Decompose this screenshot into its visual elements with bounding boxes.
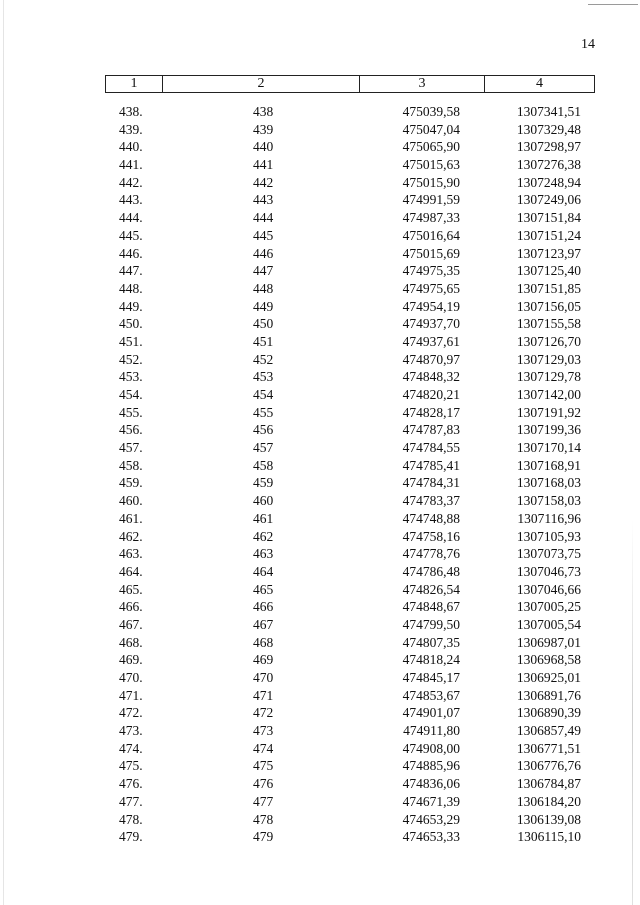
scan-edge-right — [632, 520, 633, 905]
point-number: 475 — [253, 758, 274, 774]
table-row — [105, 333, 595, 351]
coordinate-y: 1307276,38 — [516, 157, 581, 173]
coordinate-x: 474991,59 — [402, 192, 460, 208]
table-row — [105, 280, 595, 298]
point-number: 465 — [253, 581, 274, 597]
row-number: 471. — [119, 687, 143, 703]
row-number: 444. — [119, 210, 143, 226]
table-row — [105, 457, 595, 475]
point-number: 452 — [253, 351, 274, 367]
table-row — [105, 669, 595, 687]
coordinate-x: 474807,35 — [402, 634, 460, 650]
point-number: 442 — [253, 174, 274, 190]
coordinate-y: 1307129,78 — [516, 369, 581, 385]
row-number: 467. — [119, 616, 143, 632]
coordinate-y: 1307126,70 — [516, 333, 581, 349]
coordinate-x: 474870,97 — [402, 351, 460, 367]
coordinate-x: 474954,19 — [402, 298, 460, 314]
coordinate-y: 1306890,39 — [516, 705, 581, 721]
coordinate-x: 475039,58 — [402, 104, 460, 119]
coordinate-y: 1307116,96 — [517, 510, 581, 526]
coordinate-y: 1307151,84 — [516, 210, 581, 226]
point-number: 470 — [253, 670, 274, 685]
coordinate-y: 1306857,49 — [516, 723, 581, 739]
header-col-4: 4 — [536, 76, 543, 91]
row-number: 442. — [119, 174, 143, 190]
row-number: 450. — [119, 316, 143, 332]
coordinate-y: 1307129,03 — [516, 351, 581, 367]
coordinate-x: 474653,33 — [402, 829, 460, 845]
table-row — [105, 138, 595, 156]
header-col-3: 3 — [360, 76, 485, 92]
point-number: 458 — [253, 457, 274, 473]
coordinate-x: 474653,29 — [402, 811, 460, 827]
point-number: 448 — [253, 280, 274, 296]
point-number: 445 — [253, 227, 274, 243]
coordinate-y: 1307005,54 — [516, 616, 581, 632]
coordinate-y: 1306776,76 — [516, 758, 581, 774]
point-number: 474 — [253, 740, 274, 756]
table-row — [105, 581, 595, 599]
coordinate-y: 1306771,51 — [516, 740, 581, 756]
table-row — [105, 404, 595, 422]
point-number: 462 — [253, 528, 274, 544]
table-row — [105, 563, 595, 581]
coordinate-x: 474848,67 — [402, 599, 460, 615]
coordinate-table-body — [105, 103, 595, 846]
point-number: 479 — [253, 829, 274, 845]
coordinate-y: 1306891,76 — [516, 687, 581, 703]
page-number: 14 — [581, 37, 595, 52]
row-number: 460. — [119, 493, 143, 509]
table-row — [105, 421, 595, 439]
point-number: 476 — [253, 776, 274, 792]
point-number: 441 — [253, 157, 274, 173]
table-row — [105, 315, 595, 333]
table-row — [105, 616, 595, 634]
table-row — [105, 793, 595, 811]
table-row — [105, 757, 595, 775]
point-number: 449 — [253, 298, 274, 314]
point-number: 473 — [253, 723, 274, 739]
row-number: 454. — [119, 387, 143, 402]
header-col-2: 2 — [163, 76, 360, 92]
coordinate-y: 1306115,10 — [517, 829, 581, 845]
table-row — [105, 740, 595, 758]
table-row — [105, 368, 595, 386]
coordinate-y: 1306987,01 — [516, 634, 581, 650]
table-row — [105, 687, 595, 705]
point-number: 453 — [253, 369, 274, 385]
point-number: 459 — [253, 475, 274, 491]
coordinate-y: 1306784,87 — [516, 776, 581, 792]
coordinate-y: 1307168,03 — [516, 475, 581, 491]
table-row — [105, 386, 595, 404]
table-row — [105, 103, 595, 121]
point-number: 461 — [253, 510, 274, 526]
coordinate-y: 1307158,03 — [516, 493, 581, 509]
coordinate-y: 1306968,58 — [516, 652, 581, 668]
row-number: 466. — [119, 599, 143, 615]
coordinate-x: 475065,90 — [402, 139, 460, 155]
coordinate-y: 1307191,92 — [516, 404, 581, 420]
coordinate-x: 475047,04 — [402, 121, 460, 137]
point-number: 460 — [253, 493, 274, 509]
coordinate-x: 474911,80 — [403, 723, 460, 739]
coordinate-x: 474845,17 — [402, 670, 460, 685]
coordinate-x: 474987,33 — [402, 210, 460, 226]
coordinate-y: 1306925,01 — [516, 670, 581, 685]
coordinate-x: 474885,96 — [402, 758, 460, 774]
row-number: 472. — [119, 705, 143, 721]
coordinate-y: 1307248,94 — [516, 174, 581, 190]
point-number: 455 — [253, 404, 274, 420]
scan-edge-top — [588, 4, 638, 5]
row-number: 475. — [119, 758, 143, 774]
point-number: 456 — [253, 422, 274, 438]
point-number: 450 — [253, 316, 274, 332]
header-col-1: 1 — [106, 76, 163, 92]
coordinate-x: 474828,17 — [402, 404, 460, 420]
row-number: 463. — [119, 546, 143, 562]
row-number: 473. — [119, 723, 143, 739]
table-row — [105, 156, 595, 174]
table-row — [105, 227, 595, 245]
point-number: 457 — [253, 440, 274, 456]
coordinate-y: 1307298,97 — [516, 139, 581, 155]
coordinate-y: 1307123,97 — [516, 245, 581, 261]
coordinate-x: 474784,55 — [402, 440, 460, 456]
table-row — [105, 492, 595, 510]
point-number: 472 — [253, 705, 274, 721]
table-row — [105, 474, 595, 492]
row-number: 459. — [119, 475, 143, 491]
table-row — [105, 828, 595, 846]
table-row — [105, 704, 595, 722]
coordinate-x: 474818,24 — [402, 652, 460, 668]
point-number: 471 — [253, 687, 274, 703]
row-number: 440. — [119, 139, 143, 155]
coordinate-y: 1307249,06 — [516, 192, 581, 208]
point-number: 438 — [253, 104, 274, 119]
coordinate-y: 1307199,36 — [516, 422, 581, 438]
scan-edge-left — [3, 0, 4, 905]
table-row — [105, 528, 595, 546]
table-row — [105, 598, 595, 616]
coordinate-x: 475015,63 — [402, 157, 460, 173]
coordinate-y: 1307125,40 — [516, 263, 581, 279]
coordinate-x: 474975,65 — [402, 280, 460, 296]
table-row — [105, 121, 595, 139]
coordinate-y: 1307151,24 — [516, 227, 581, 243]
row-number: 447. — [119, 263, 143, 279]
coordinate-y: 1307073,75 — [516, 546, 581, 562]
row-number: 476. — [119, 776, 143, 792]
table-row — [105, 262, 595, 280]
point-number: 447 — [253, 263, 274, 279]
row-number: 458. — [119, 457, 143, 473]
coordinate-y: 1307155,58 — [516, 316, 581, 332]
point-number: 463 — [253, 546, 274, 562]
point-number: 446 — [253, 245, 274, 261]
coordinate-x: 474937,61 — [402, 333, 460, 349]
coordinate-x: 474671,39 — [402, 793, 460, 809]
table-row — [105, 811, 595, 829]
point-number: 439 — [253, 121, 274, 137]
point-number: 467 — [253, 616, 274, 632]
row-number: 441. — [119, 157, 143, 173]
table-row — [105, 351, 595, 369]
coordinate-y: 1307168,91 — [516, 457, 581, 473]
point-number: 478 — [253, 811, 274, 827]
coordinate-x: 474786,48 — [402, 563, 460, 579]
row-number: 457. — [119, 440, 143, 456]
coordinate-x: 474975,35 — [402, 263, 460, 279]
table-row — [105, 439, 595, 457]
row-number: 445. — [119, 227, 143, 243]
coordinate-x: 474853,67 — [402, 687, 460, 703]
table-row — [105, 191, 595, 209]
row-number: 479. — [119, 829, 143, 845]
point-number: 443 — [253, 192, 274, 208]
row-number: 461. — [119, 510, 143, 526]
coordinate-x: 474785,41 — [402, 457, 460, 473]
table-row — [105, 634, 595, 652]
row-number: 478. — [119, 811, 143, 827]
row-number: 449. — [119, 298, 143, 314]
coordinate-x: 474901,07 — [402, 705, 460, 721]
point-number: 477 — [253, 793, 274, 809]
coordinate-y: 1307142,00 — [516, 387, 581, 402]
table-row — [105, 174, 595, 192]
table-row — [105, 651, 595, 669]
row-number: 477. — [119, 793, 143, 809]
point-number: 469 — [253, 652, 274, 668]
point-number: 440 — [253, 139, 274, 155]
point-number: 466 — [253, 599, 274, 615]
coordinate-x: 474826,54 — [402, 581, 460, 597]
coordinate-x: 474784,31 — [402, 475, 460, 491]
point-number: 454 — [253, 387, 274, 402]
coordinate-x: 475015,69 — [402, 245, 460, 261]
point-number: 451 — [253, 333, 274, 349]
coordinate-x: 474783,37 — [402, 493, 460, 509]
row-number: 456. — [119, 422, 143, 438]
row-number: 464. — [119, 563, 143, 579]
table-row — [105, 209, 595, 227]
table-header — [105, 75, 595, 93]
row-number: 470. — [119, 670, 143, 685]
coordinate-x: 474778,76 — [402, 546, 460, 562]
coordinate-y: 1307046,66 — [516, 581, 581, 597]
table-row — [105, 775, 595, 793]
row-number: 469. — [119, 652, 143, 668]
row-number: 465. — [119, 581, 143, 597]
point-number: 468 — [253, 634, 274, 650]
coordinate-x: 474836,06 — [402, 776, 460, 792]
coordinate-x: 474758,16 — [402, 528, 460, 544]
row-number: 452. — [119, 351, 143, 367]
coordinate-y: 1307156,05 — [516, 298, 581, 314]
coordinate-y: 1306139,08 — [516, 811, 581, 827]
row-number: 468. — [119, 634, 143, 650]
coordinate-y: 1307151,85 — [516, 280, 581, 296]
table-row — [105, 298, 595, 316]
coordinate-y: 1307105,93 — [516, 528, 581, 544]
row-number: 443. — [119, 192, 143, 208]
coordinate-x: 475016,64 — [402, 227, 460, 243]
row-number: 455. — [119, 404, 143, 420]
row-number: 453. — [119, 369, 143, 385]
coordinate-y: 1307341,51 — [516, 104, 581, 119]
row-number: 474. — [119, 740, 143, 756]
coordinate-x: 474848,32 — [402, 369, 460, 385]
row-number: 439. — [119, 121, 143, 137]
point-number: 444 — [253, 210, 274, 226]
row-number: 448. — [119, 280, 143, 296]
point-number: 464 — [253, 563, 274, 579]
coordinate-x: 474937,70 — [402, 316, 460, 332]
row-number: 446. — [119, 245, 143, 261]
coordinate-x: 474908,00 — [402, 740, 460, 756]
coordinate-x: 474748,88 — [402, 510, 460, 526]
row-number: 438. — [119, 104, 143, 119]
row-number: 462. — [119, 528, 143, 544]
coordinate-y: 1307329,48 — [516, 121, 581, 137]
table-row — [105, 722, 595, 740]
table-row — [105, 545, 595, 563]
coordinate-y: 1307005,25 — [516, 599, 581, 615]
table-row — [105, 510, 595, 528]
coordinate-y: 1306184,20 — [516, 793, 581, 809]
coordinate-y: 1307046,73 — [516, 563, 581, 579]
row-number: 451. — [119, 333, 143, 349]
table-row — [105, 245, 595, 263]
coordinate-x: 474799,50 — [402, 616, 460, 632]
coordinate-x: 474787,83 — [402, 422, 460, 438]
coordinate-x: 475015,90 — [402, 174, 460, 190]
coordinate-y: 1307170,14 — [516, 440, 581, 456]
coordinate-x: 474820,21 — [402, 387, 460, 402]
